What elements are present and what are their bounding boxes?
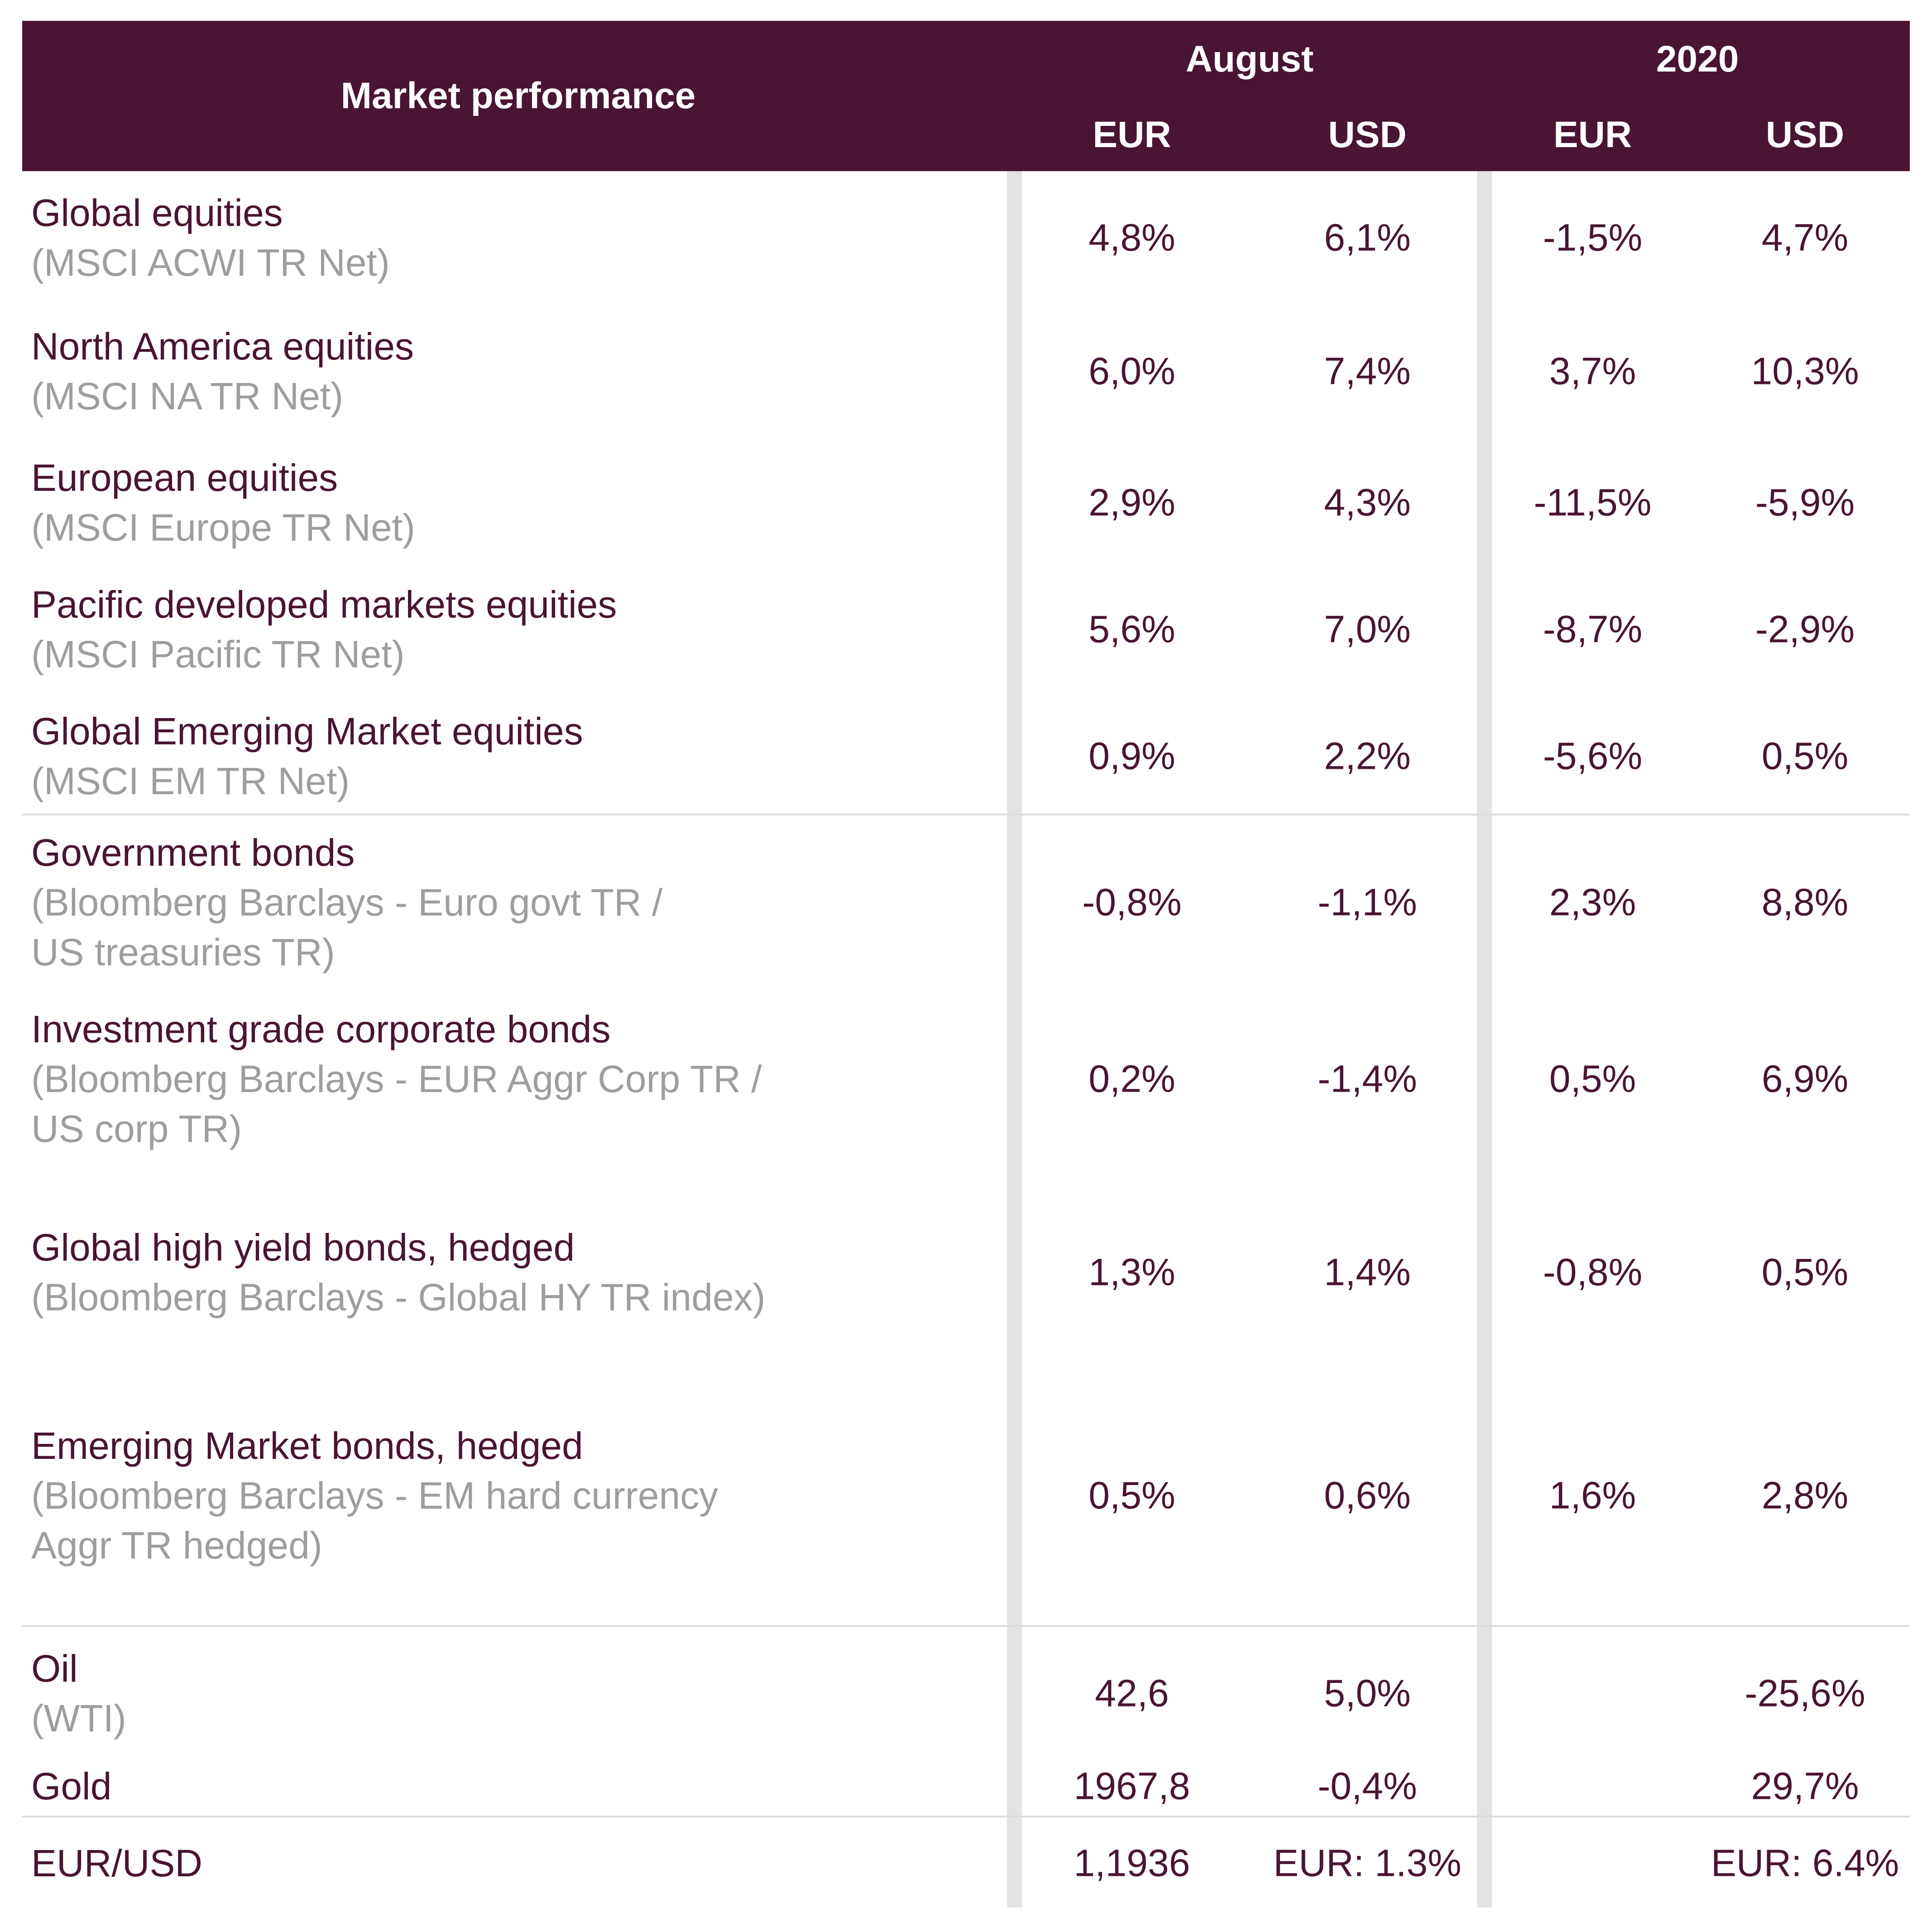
row-label: [31, 188, 982, 288]
cell-2020-eur: -0,8%: [1543, 1251, 1643, 1294]
cell-2020-eur: 1,6%: [1549, 1474, 1636, 1516]
row-label: [31, 828, 982, 977]
row-label: [31, 1421, 982, 1570]
cell-august-eur: 0,2%: [1088, 1057, 1175, 1100]
row-index: (MSCI Pacific TR Net): [31, 633, 405, 676]
table-row-oil: [22, 1635, 1910, 1752]
row-title: Global high yield bonds, hedged: [31, 1226, 575, 1269]
table-row-european-equities: [22, 444, 1910, 561]
row-title: Global equities: [31, 192, 283, 234]
cell-august-usd: -0,4%: [1318, 1764, 1417, 1807]
cell-august-usd: 2,2%: [1324, 734, 1411, 777]
row-index: (Bloomberg Barclays - EM hard currency Aggr TR hedged): [31, 1474, 719, 1567]
cell-2020-usd: -25,6%: [1745, 1672, 1865, 1715]
cell-august-usd: 6,1%: [1324, 216, 1411, 259]
header-col-august-usd: USD: [1328, 114, 1407, 155]
row-index: (MSCI ACWI TR Net): [31, 241, 390, 284]
cell-2020-usd: -5,9%: [1755, 481, 1855, 524]
cell-august-usd: 4,3%: [1324, 481, 1411, 524]
cell-august-eur: 6,0%: [1088, 350, 1175, 393]
cell-2020-usd: -2,9%: [1755, 608, 1855, 651]
cell-2020-usd: EUR: 6.4%: [1711, 1841, 1899, 1884]
cell-2020-usd: 4,7%: [1761, 216, 1849, 259]
table-row-emerging-market-bonds: [22, 1417, 1910, 1573]
cell-august-eur: 1,1936: [1074, 1841, 1190, 1884]
row-index: (MSCI Europe TR Net): [31, 506, 415, 549]
row-title: Investment grade corporate bonds: [31, 1007, 611, 1050]
table-row-investment-grade-bonds: [22, 1001, 1910, 1157]
cell-2020-usd: 10,3%: [1751, 350, 1859, 393]
cell-august-usd: -1,1%: [1318, 881, 1417, 923]
table-header: [22, 21, 1910, 171]
cell-2020-eur: 3,7%: [1549, 350, 1636, 393]
cell-2020-eur: -11,5%: [1534, 481, 1652, 524]
header-col-2020-eur: EUR: [1553, 114, 1632, 155]
row-title: Global Emerging Market equities: [31, 710, 583, 753]
row-index: (Bloomberg Barclays - Euro govt TR / US treasuries TR): [31, 881, 663, 973]
cell-august-eur: 1967,8: [1074, 1764, 1190, 1807]
cell-august-eur: -0,8%: [1082, 881, 1182, 923]
cell-2020-usd: 29,7%: [1751, 1764, 1859, 1807]
row-title: Government bonds: [31, 831, 355, 874]
cell-august-eur: 2,9%: [1088, 481, 1175, 524]
cell-2020-usd: 0,5%: [1761, 734, 1849, 777]
cell-2020-usd: 8,8%: [1761, 881, 1849, 923]
row-title: Gold: [31, 1765, 112, 1807]
cell-august-usd: -1,4%: [1318, 1057, 1417, 1100]
table-row-north-america-equities: [22, 312, 1910, 430]
cell-2020-eur: -1,5%: [1543, 216, 1643, 259]
cell-august-eur: 0,5%: [1088, 1474, 1175, 1516]
cell-2020-eur: -5,6%: [1543, 734, 1643, 777]
cell-august-usd: 7,0%: [1324, 608, 1411, 651]
row-title: Pacific developed markets equities: [31, 583, 617, 626]
cell-2020-usd: 0,5%: [1761, 1251, 1849, 1294]
section-divider-fx: [22, 1816, 1910, 1817]
cell-august-usd: EUR: 1.3%: [1273, 1841, 1462, 1884]
cell-august-eur: 1,3%: [1088, 1251, 1175, 1294]
row-label: [31, 580, 982, 679]
header-title: Market performance: [340, 75, 696, 116]
row-index: (MSCI NA TR Net): [31, 375, 344, 417]
row-index: (Bloomberg Barclays - Global HY TR index): [31, 1276, 766, 1318]
cell-2020-eur: 0,5%: [1549, 1057, 1636, 1100]
row-index: (Bloomberg Barclays - EUR Aggr Corp TR / US corp TR): [31, 1057, 762, 1150]
table-row-gold: [22, 1757, 1910, 1816]
cell-august-usd: 0,6%: [1324, 1474, 1411, 1516]
table-row-eur-usd: [22, 1834, 1910, 1893]
header-group-august: August: [1185, 38, 1314, 80]
header-group-2020: 2020: [1656, 38, 1739, 80]
cell-2020-usd: 2,8%: [1761, 1474, 1849, 1516]
table-row-government-bonds: [22, 824, 1910, 980]
cell-august-eur: 0,9%: [1088, 734, 1175, 777]
row-label: [31, 453, 982, 552]
row-title: Oil: [31, 1647, 78, 1690]
cell-august-eur: 5,6%: [1088, 608, 1175, 651]
row-label: [31, 1761, 982, 1811]
row-index: (MSCI EM TR Net): [31, 760, 350, 802]
cell-august-eur: 4,8%: [1088, 216, 1175, 259]
cell-august-eur: 42,6: [1095, 1672, 1169, 1715]
row-title: Emerging Market bonds, hedged: [31, 1424, 583, 1467]
row-label: [31, 1838, 982, 1888]
row-label: [31, 321, 982, 421]
row-title: North America equities: [31, 325, 414, 368]
cell-august-usd: 1,4%: [1324, 1251, 1411, 1294]
table-row-global-equities: [22, 179, 1910, 297]
row-index: (WTI): [31, 1697, 126, 1740]
cell-2020-eur: 2,3%: [1549, 881, 1636, 923]
table-row-high-yield-bonds: [22, 1213, 1910, 1331]
row-title: EUR/USD: [31, 1842, 203, 1884]
header-col-2020-usd: USD: [1765, 114, 1845, 155]
row-title: European equities: [31, 456, 338, 499]
cell-2020-eur: -8,7%: [1543, 608, 1643, 651]
section-divider-commodities: [22, 1625, 1910, 1627]
table-row-pacific-equities: [22, 570, 1910, 688]
table-row-emerging-equities: [22, 697, 1910, 815]
cell-august-usd: 7,4%: [1324, 350, 1411, 393]
cell-august-usd: 5,0%: [1324, 1672, 1411, 1715]
cell-2020-usd: 6,9%: [1761, 1057, 1849, 1100]
header-col-august-eur: EUR: [1093, 114, 1171, 155]
row-label: [31, 706, 982, 806]
row-label: [31, 1644, 982, 1743]
row-label: [31, 1004, 982, 1154]
row-label: [31, 1222, 982, 1322]
